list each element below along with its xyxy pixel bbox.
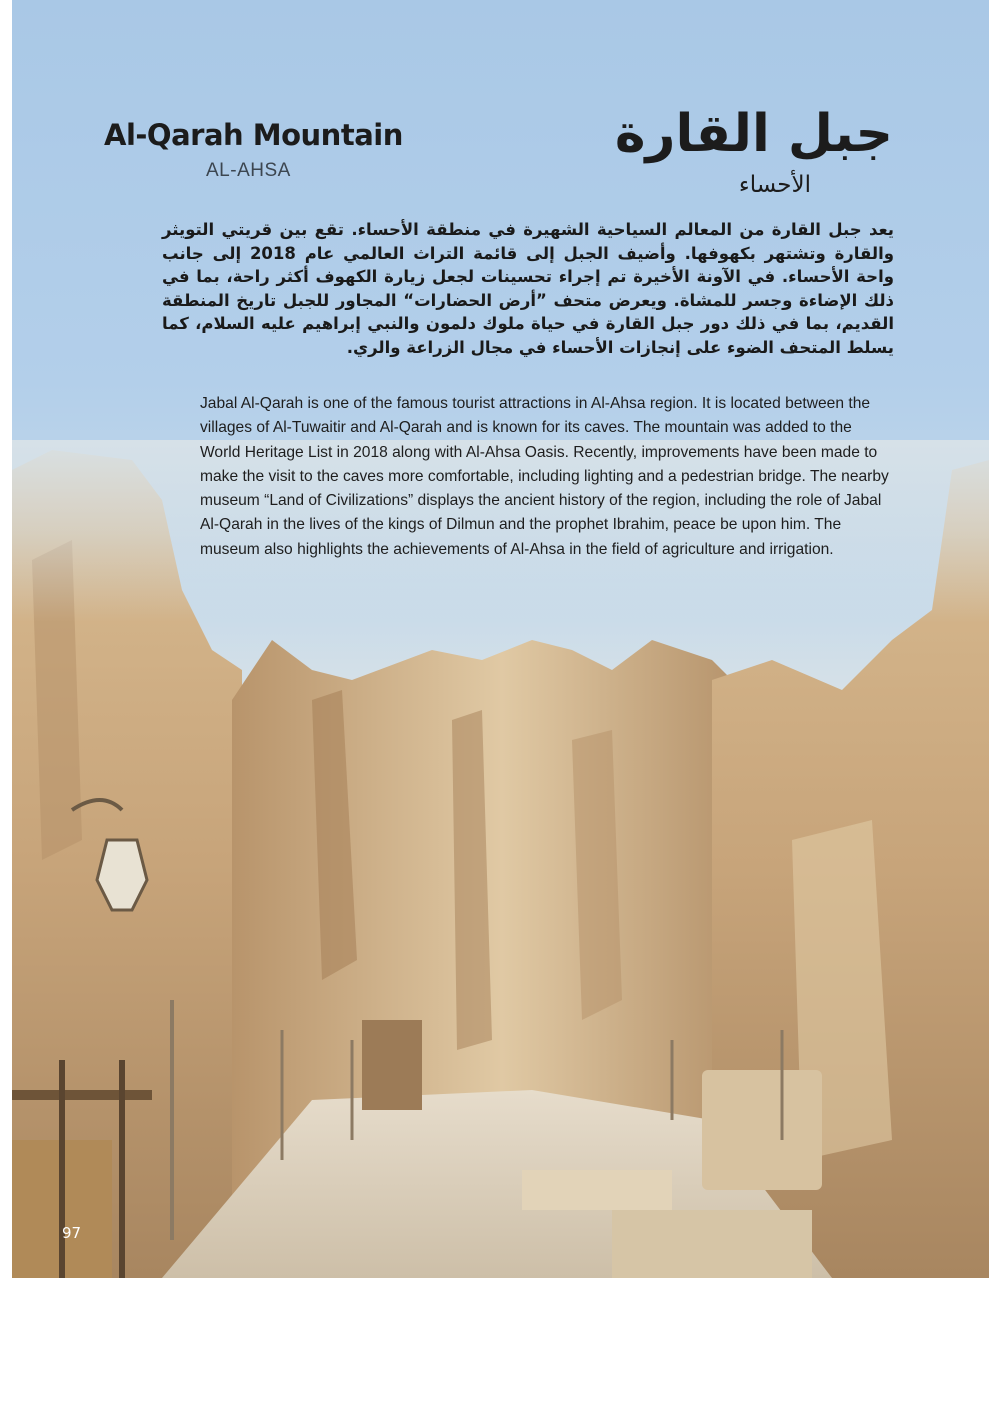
body-text-arabic: يعد جبل القارة من المعالم السياحية الشهيرة في منطقة الأحساء. تقع بين قريتي التويثر والقارة وتشتهر بكهوفها. وأضيف الجبل إلى قائمة التراث العالمي عام 2018 إلى جانب واحة الأحساء. في الآونة الأخيرة تم إجراء تحسينات لجعل زيارة الكهوف أكثر راحة، بما في ذلك الإضاءة وجسر للمشاة. ويعرض متحف ”أرض الحضارات“ المجاور للجبل تاريخ المنطقة القديم، بما في ذلك دور جبل القارة في حياة ملوك دلمون والنبي إبراهيم عليه السلام، كما يسلط المتحف الضوء على إنجازات الأحساء في مجال الزراعة والري.	[162, 220, 894, 357]
subtitle-english: AL-AHSA	[206, 160, 291, 181]
page-number: 97	[62, 1224, 82, 1242]
stone-bench	[522, 1170, 672, 1210]
doorway	[362, 1020, 422, 1110]
body-text-english: Jabal Al-Qarah is one of the famous tourist attractions in Al-Ahsa region. It is located between the villages of Al-Tuwaitir and Al-Qarah and is known for its caves. The mountain was added to the World Heritage List in 2018 along with Al-Ahsa Oasis. Recently, improvements have been made to make the visit to the caves more comfortable, including lighting and a pedestrian bridge. The nearby museum “Land of Civilizations” displays the ancient history of the region, including the role of Jabal Al-Qarah in the lives of the kings of Dilmun and the prophet Ibrahim, peace be upon him. The museum also highlights the achievements of Al-Ahsa in the field of agriculture and irrigation.	[200, 395, 889, 558]
stone-block	[702, 1070, 822, 1190]
subtitle-arabic: الأحساء	[738, 172, 811, 198]
cliffs-photo	[12, 440, 989, 1278]
title-english: Al-Qarah Mountain	[104, 118, 403, 152]
page	[12, 0, 989, 1278]
title-arabic: جبل القارة	[614, 104, 893, 164]
